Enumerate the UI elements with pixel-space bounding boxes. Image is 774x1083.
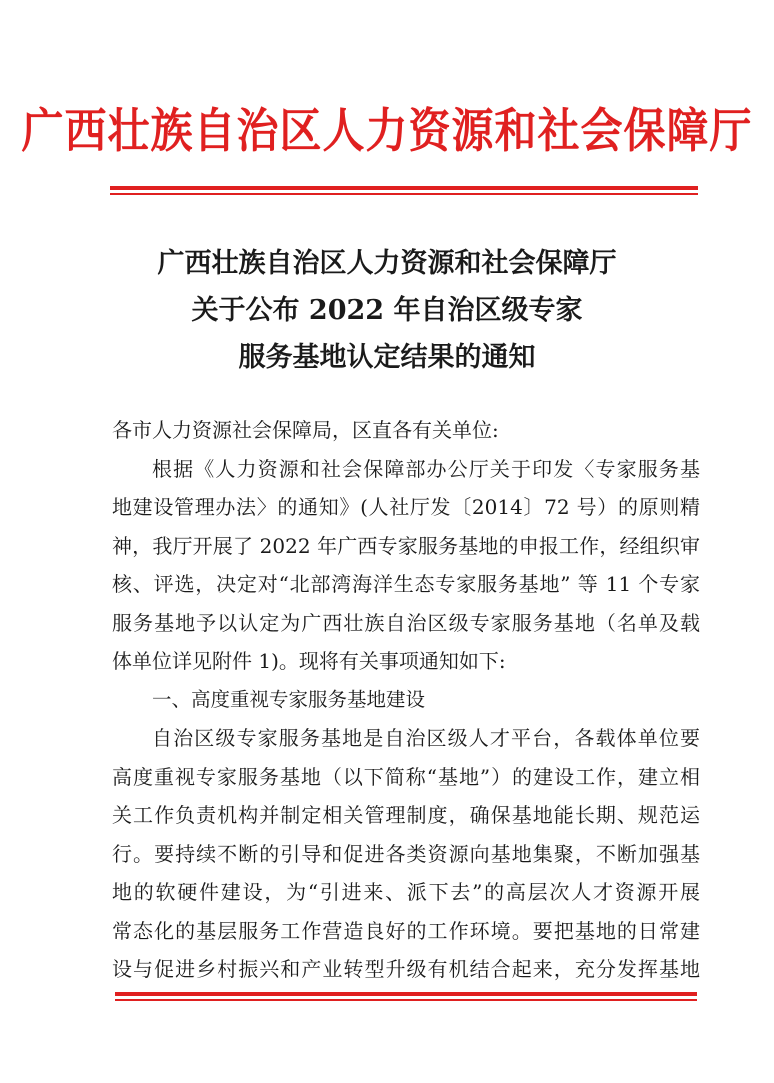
red-rule-thin — [115, 999, 697, 1001]
document-title — [0, 240, 774, 381]
paragraph-line: 高度重视专家服务基地（以下简称“基地”）的建设工作，建立相 — [112, 764, 700, 789]
masthead-red-rule — [110, 186, 698, 195]
paragraph-line: 设与促进乡村振兴和产业转型升级有机结合起来，充分发挥基地 — [112, 957, 700, 981]
paragraph-line: 关工作负责机构并制定相关管理制度，确保基地能长期、规范运 — [112, 803, 700, 827]
title-line: 关于公布 2022 年自治区级专家 — [191, 295, 583, 326]
footer-red-rule — [115, 992, 697, 1001]
paragraph-line: 体单位详见附件 1)。现将有关事项通知如下: — [112, 649, 506, 673]
title-line: 服务基地认定结果的通知 — [238, 342, 536, 373]
red-rule-thin — [110, 193, 698, 195]
salutation: 各市人力资源社会保障局，区直各有关单位: — [112, 418, 499, 442]
paragraph-line: 行。要持续不断的引导和促进各类资源向基地集聚，不断加强基 — [112, 841, 700, 866]
title-line: 广西壮族自治区人力资源和社会保障厅 — [157, 248, 617, 279]
section-heading: 一、高度重视专家服务基地建设 — [152, 687, 426, 711]
paragraph-line: 常态化的基层服务工作营造良好的工作环境。要把基地的日常建 — [112, 918, 700, 943]
paragraph-line: 核、评选，决定对“北部湾海洋生态专家服务基地” 等 11 个专家 — [112, 572, 700, 596]
paragraph-line: 服务基地予以认定为广西壮族自治区级专家服务基地（名单及载 — [112, 610, 700, 635]
paragraph-line: 地的软硬件建设，为“引进来、派下去”的高层次人才资源开展 — [112, 880, 700, 904]
paragraph-line: 神，我厅开展了 2022 年广西专家服务基地的申报工作，经组织审 — [112, 533, 700, 558]
paragraph-line: 自治区级专家服务基地是自治区级人才平台，各载体单位要 — [152, 726, 700, 750]
masthead-issuer: 广西壮族自治区人力资源和社会保障厅 — [21, 103, 753, 159]
document-body — [112, 411, 700, 989]
paragraph-line: 根据《人力资源和社会保障部办公厅关于印发〈专家服务基 — [152, 456, 700, 481]
paragraph-line: 地建设管理办法〉的通知》(人社厅发〔2014〕72 号）的原则精 — [112, 495, 700, 519]
